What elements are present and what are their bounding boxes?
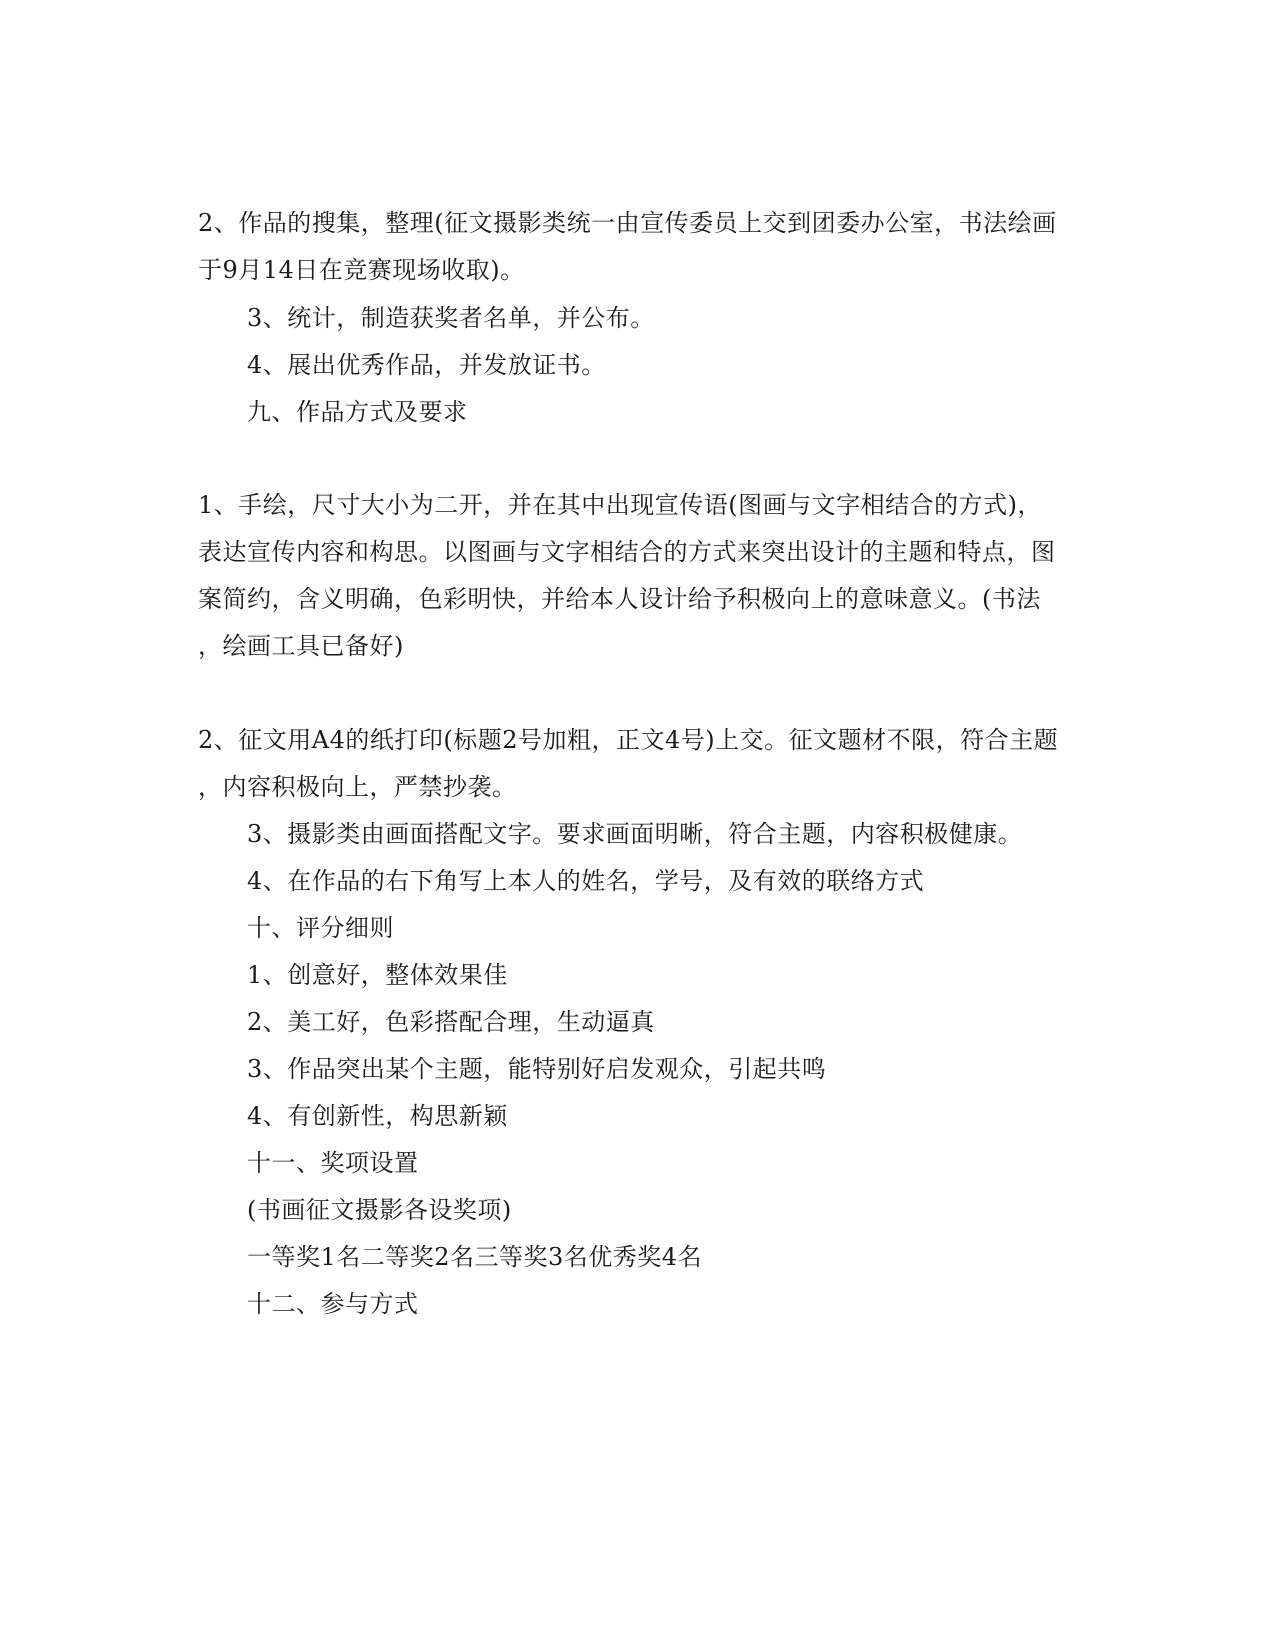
paragraph-line: 于9月14日在竞赛现场收取)。 xyxy=(198,256,525,284)
paragraph-line: ，内容积极向上，严禁抄袭。 xyxy=(198,773,517,801)
paragraph-line: 1、手绘，尺寸大小为二开，并在其中出现宣传语(图画与文字相结合的方式)， xyxy=(198,491,1042,519)
paragraph-line: 3、统计，制造获奖者名单，并公布。 xyxy=(247,304,655,332)
paragraph-line: 案简约，含义明确，色彩明快，并给本人设计给予积极向上的意味意义。(书法 xyxy=(198,585,1041,613)
paragraph-line: 4、在作品的右下角写上本人的姓名，学号，及有效的联络方式 xyxy=(247,867,925,895)
section-heading: 九、作品方式及要求 xyxy=(247,398,468,426)
list-item: 2、美工好，色彩搭配合理，生动逼真 xyxy=(247,1008,655,1036)
list-item: 1、创意好，整体效果佳 xyxy=(247,961,508,989)
section-heading: 十一、奖项设置 xyxy=(247,1149,419,1177)
paragraph-line: 2、征文用A4的纸打印(标题2号加粗，正文4号)上交。征文题材不限，符合主题 xyxy=(198,726,1059,754)
paragraph-line: 4、展出优秀作品，并发放证书。 xyxy=(247,351,606,379)
paragraph-line: ，绘画工具已备好) xyxy=(198,632,404,660)
section-heading: 十、评分细则 xyxy=(247,914,394,942)
paragraph-line: 3、摄影类由画面搭配文字。要求画面明晰，符合主题，内容积极健康。 xyxy=(247,820,1023,848)
list-item: 4、有创新性，构思新颖 xyxy=(247,1102,508,1130)
paragraph-line: 一等奖1名二等奖2名三等奖3名优秀奖4名 xyxy=(247,1243,703,1271)
paragraph-line: 2、作品的搜集，整理(征文摄影类统一由宣传委员上交到团委办公室，书法绘画 xyxy=(198,209,1057,237)
section-heading: 十二、参与方式 xyxy=(247,1290,419,1318)
list-item: 3、作品突出某个主题，能特别好启发观众，引起共鸣 xyxy=(247,1055,827,1083)
paragraph-line: 表达宣传内容和构思。以图画与文字相结合的方式来突出设计的主题和特点，图 xyxy=(198,538,1056,566)
paragraph-line: (书画征文摄影各设奖项) xyxy=(247,1196,512,1224)
